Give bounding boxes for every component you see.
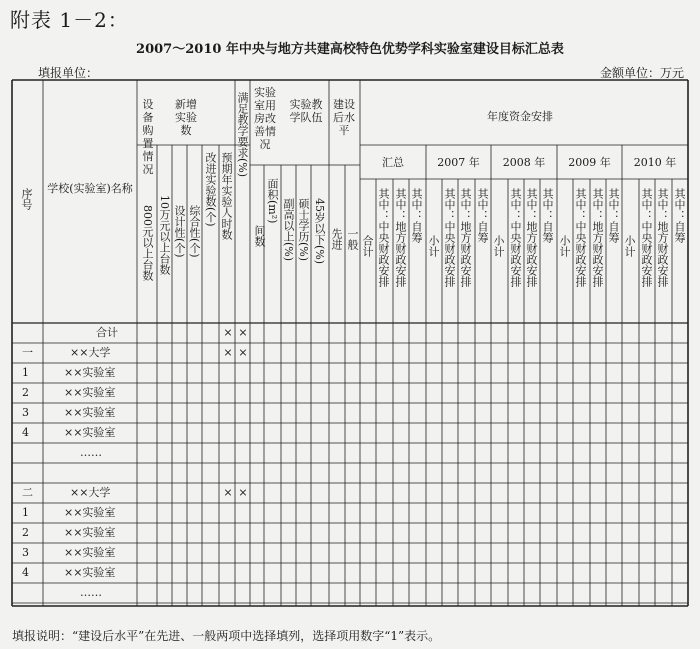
- header-equip-800: 800元以上台数: [141, 205, 154, 281]
- header-fund-3-0: 小计: [558, 235, 571, 257]
- header-new-design: 设计性(个): [173, 205, 186, 258]
- row-name: 合计: [96, 326, 118, 339]
- header-team-assoc: 副高以上(%): [282, 198, 295, 262]
- header-fund-3-3: 其中：自筹: [607, 188, 620, 243]
- header-equip-group: 设备购置情况: [142, 98, 154, 176]
- row-name: ××实验室: [64, 406, 116, 419]
- header-fund-4-3: 其中：自筹: [673, 188, 686, 243]
- row-cross-mark: ×: [223, 346, 233, 359]
- row-seq: 1: [22, 366, 29, 379]
- row-name: ××大学: [70, 486, 111, 499]
- row-cross-mark: ×: [223, 486, 233, 499]
- row-seq: 一: [22, 346, 33, 359]
- header-fund-3-2: 其中：地方财政安排: [591, 188, 604, 287]
- table-title: 2007～2010 年中央与地方共建高校特色优势学科实验室建设目标汇总表: [136, 42, 564, 57]
- header-fund-0-2: 其中：地方财政安排: [394, 188, 407, 287]
- row-seq: 3: [22, 406, 29, 419]
- row-name: ××实验室: [64, 426, 116, 439]
- header-level-adv: 先进: [330, 228, 343, 250]
- header-fund-2-0: 小计: [492, 235, 505, 257]
- header-level-group: 建设后水平: [333, 98, 355, 137]
- row-seq: 3: [22, 546, 29, 559]
- header-room-area: 面积(m²): [266, 178, 279, 224]
- row-seq: 2: [22, 526, 29, 539]
- header-satisfy: 满足教学要求(%): [236, 92, 249, 178]
- header-yearly-hours: 预期年实验人时数: [220, 152, 233, 240]
- header-fund-4-1: 其中：中央财政安排: [640, 188, 653, 287]
- row-seq: 4: [22, 426, 29, 439]
- header-seq: 序号: [20, 188, 33, 210]
- row-name: ……: [80, 586, 102, 599]
- header-equip-10w: 10万元以上台数: [158, 195, 171, 275]
- header-school-name: 学校(实验室)名称: [47, 182, 133, 195]
- header-fund-4-0: 小计: [623, 235, 636, 257]
- header-year-1: 2007 年: [437, 156, 480, 169]
- header-fund-2-2: 其中：地方财政安排: [525, 188, 538, 287]
- fill-unit-label: 填报单位：: [38, 66, 99, 80]
- amount-unit-label: 金额单位：万元: [599, 66, 684, 80]
- row-name: ××实验室: [64, 566, 116, 579]
- row-cross-mark: ×: [238, 326, 248, 339]
- row-seq: 二: [22, 486, 33, 499]
- header-year-0: 汇总: [382, 156, 404, 169]
- header-year-4: 2010 年: [633, 156, 677, 169]
- row-cross-mark: ×: [223, 326, 233, 339]
- header-improve-exp: 改进实验数(个): [204, 152, 217, 227]
- header-team-master: 硕士学历(%): [297, 198, 310, 262]
- row-name: ××大学: [70, 346, 111, 359]
- row-name: ……: [80, 446, 102, 459]
- appendix-caption: 附表 1－2：: [10, 8, 129, 32]
- header-room-group: 实验室用房改善情况: [254, 86, 276, 151]
- header-year-3: 2009 年: [568, 156, 611, 169]
- row-cross-mark: ×: [238, 486, 248, 499]
- fill-instructions: 填报说明：“建设后水平”在先进、一般两项中选择填列，选择项用数字“1”表示。: [12, 629, 441, 643]
- row-name: ××实验室: [64, 546, 116, 559]
- header-fund-4-2: 其中：地方财政安排: [656, 188, 669, 287]
- header-fund-0-1: 其中：中央财政安排: [377, 188, 390, 287]
- header-fund-1-1: 其中：中央财政安排: [443, 188, 456, 287]
- header-fund-1-2: 其中：地方财政安排: [459, 188, 472, 287]
- row-name: ××实验室: [64, 526, 116, 539]
- header-team-group: 实验教学队伍: [289, 98, 323, 124]
- header-year-2: 2008 年: [502, 156, 546, 169]
- header-fund-3-1: 其中：中央财政安排: [574, 188, 587, 287]
- row-cross-mark: ×: [238, 346, 248, 359]
- header-fund-0-0: 合计: [361, 235, 374, 257]
- header-fund-2-3: 其中：自筹: [541, 188, 554, 243]
- header-room-count: 间数: [253, 225, 266, 247]
- row-name: ××实验室: [64, 506, 116, 519]
- row-seq: 2: [22, 386, 29, 399]
- row-seq: 4: [22, 566, 29, 579]
- header-fund-group: 年度资金安排: [487, 110, 553, 123]
- row-seq: 1: [22, 506, 29, 519]
- header-new-comp: 综合性(个): [188, 205, 201, 258]
- header-new-lab-group: 新增实验数: [175, 98, 197, 137]
- header-team-age: 45岁以下(%): [313, 198, 326, 265]
- header-fund-2-1: 其中：中央财政安排: [509, 188, 522, 287]
- row-name: ××实验室: [64, 386, 116, 399]
- header-fund-0-3: 其中：自筹: [410, 188, 423, 243]
- row-name: ××实验室: [64, 366, 116, 379]
- header-level-gen: 一般: [346, 228, 359, 250]
- header-fund-1-0: 小计: [427, 235, 440, 257]
- header-fund-1-3: 其中：自筹: [476, 188, 489, 243]
